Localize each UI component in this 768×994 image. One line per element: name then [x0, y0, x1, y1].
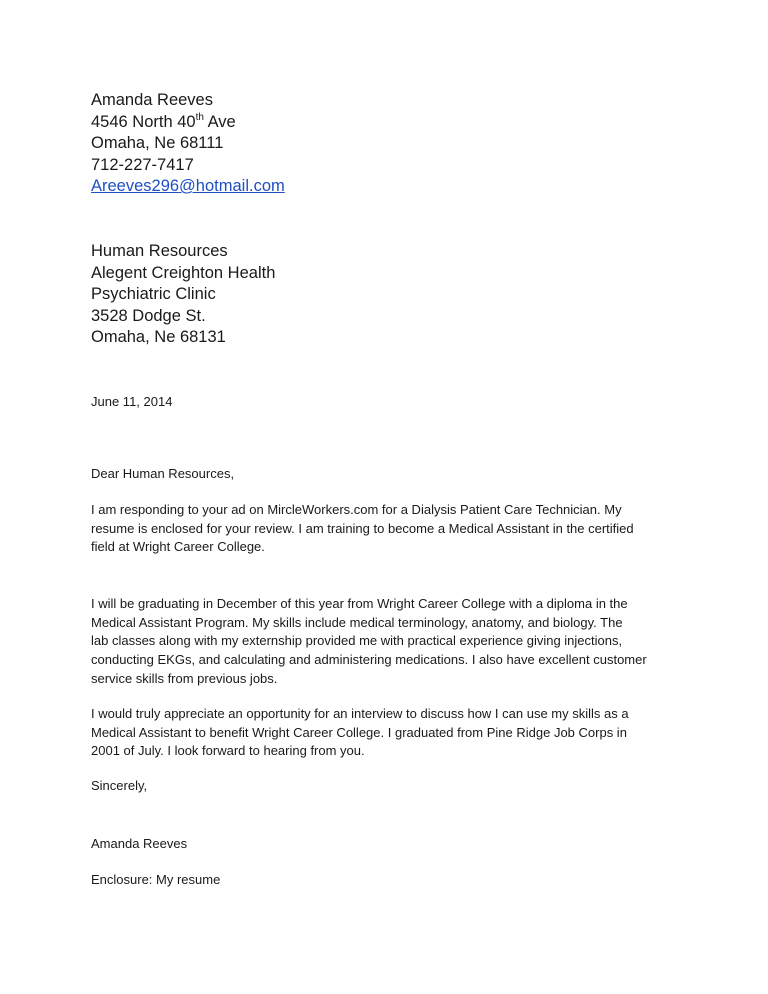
sender-street: [91, 112, 285, 134]
paragraph-line: service skills from previous jobs.: [91, 670, 278, 686]
body-paragraph: [91, 595, 647, 689]
recipient-department: Human Resources: [91, 242, 228, 260]
enclosure-note: Enclosure: My resume: [91, 872, 221, 887]
paragraph-line: I would truly appreciate an opportunity for an interview to discuss how I can use my skills as a: [91, 706, 629, 721]
sender-phone: 712-227-7417: [91, 155, 194, 174]
sender-name: Amanda Reeves: [91, 91, 213, 109]
signature-name: Amanda Reeves: [91, 836, 188, 851]
paragraph-line: I am responding to your ad on MircleWorkers.com for a Dialysis Patient Care Technician. My: [91, 502, 622, 517]
sender-street-ordinal: th: [195, 111, 204, 123]
letter-date: June 11, 2014: [91, 394, 173, 409]
paragraph-line: 2001 of July. I look forward to hearing from you.: [91, 743, 365, 759]
recipient-unit: Psychiatric Clinic: [91, 285, 216, 303]
paragraph-line: resume is enclosed for your review. I am training to become a Medical Assistant in the certified: [91, 520, 634, 536]
recipient-street: 3528 Dodge St.: [91, 306, 206, 325]
paragraph-line: field at Wright Career College.: [91, 539, 265, 555]
sender-block: [91, 90, 285, 198]
paragraph-line: I will be graduating in December of this year from Wright Career College with a diploma in the: [91, 596, 628, 611]
body-paragraph: [91, 501, 634, 557]
recipient-organization: Alegent Creighton Health: [91, 263, 276, 282]
sender-street-prefix: 4546 North 40: [91, 112, 196, 131]
sender-street-suffix: Ave: [203, 112, 236, 131]
recipient-block: [91, 241, 275, 349]
closing: Sincerely,: [91, 778, 148, 793]
sender-city: Omaha, Ne 68111: [91, 134, 224, 152]
paragraph-line: lab classes along with my externship provided me with practical experience giving injections,: [91, 633, 623, 649]
sender-email-link[interactable]: Areeves296@hotmail.com: [91, 177, 285, 195]
body-paragraph: [91, 705, 629, 761]
paragraph-line: Medical Assistant to benefit Wright Career College. I graduated from Pine Ridge Job Corps in: [91, 724, 627, 740]
paragraph-line: Medical Assistant Program. My skills include medical terminology, anatomy, and biology. The: [91, 614, 623, 630]
paragraph-line: conducting EKGs, and calculating and administering medications. I also have excellent customer: [91, 652, 647, 668]
salutation: Dear Human Resources,: [91, 466, 235, 481]
recipient-city: Omaha, Ne 68131: [91, 328, 226, 346]
